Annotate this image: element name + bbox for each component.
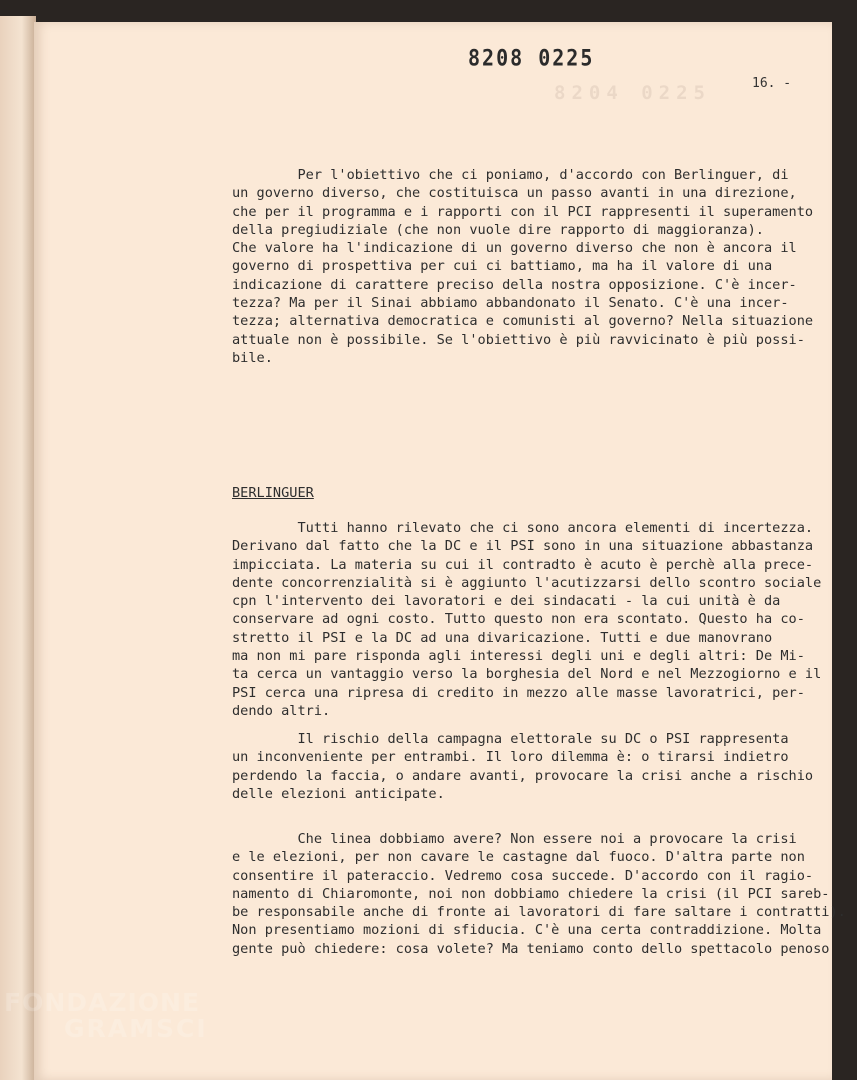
paragraph-3-text: Il rischio della campagna elettorale su DC o PSI rappresenta un inconveniente per entrambi. Il loro dilemma è: o tirarsi indietro perdendo la faccia, o andare avanti, provocare la crisi anche a rischio delle elezioni anticipate. bbox=[232, 731, 814, 802]
bleed-through-stamp: 8204 0225 bbox=[554, 82, 711, 104]
speaker-heading: BERLINGUER bbox=[232, 485, 314, 501]
watermark-line-1: FONDAZIONE bbox=[4, 988, 201, 1017]
paragraph-1 bbox=[232, 166, 832, 367]
paragraph-2-text: Tutti hanno rilevato che ci sono ancora elementi di incertezza. Derivano dal fatto che la DC e il PSI sono in una situazione abbastanza impicciata. La materia su cui il contradto è acuto è perchè alla prece- dente concorrenzialità si è aggiunto l'acutizzarsi dello scontro sociale cpn l'intervento dei lavoratori e dei sindacati - la cui unità è da conservare ad ogni costo. Tutto questo non era scontato. Questo ha co- stretto il PSI e la DC ad una divaricazione. Tutti e due manovrano ma non mi pare risponda agli interessi degli uni e degli altri: De Mi- ta cerca un vantaggio verso la borghesia del Nord e nel Mezzogiorno e il PSI cerca una ripresa di credito in mezzo alle masse lavoratrici, per- dendo altri. bbox=[232, 520, 822, 719]
watermark-line-2: GRAMSCI bbox=[64, 1014, 208, 1043]
facing-page-edge bbox=[0, 16, 36, 1080]
document-page bbox=[34, 22, 846, 1080]
paragraph-1-text: Per l'obiettivo che ci poniamo, d'accordo con Berlinguer, di un governo diverso, che costituisca un passo avanti in una direzione, che per il programma e i rapporti con il PCI rappresenti il superamento della pregiudiziale (che non vuole dire rapporto di maggioranza). Che valore ha l'indicazione di un governo diverso che non è ancora il governo di prospettiva per cui ci battiamo, ma ha il valore di una indicazione di carattere preciso della nostra opposizione. C'è incer- tezza? Ma per il Sinai abbiamo abbandonato il Senato. C'è una incer- tezza; alternativa democratica e comunisti al governo? Nella situazione attuale non è possibile. Se l'obiettivo è più ravvicinato è più possi- bile. bbox=[232, 167, 814, 366]
paragraph-4-text: Che linea dobbiamo avere? Non essere noi a provocare la crisi e le elezioni, per non cavare le castagne dal fuoco. D'altra parte non consentire il pateraccio. Vedremo cosa succede. D'accordo con il ragio- namento di Chiaromonte, noi non dobbiamo chiedere la crisi (il PCI sareb- be responsabile anche di fronte ai lavoratori di fare saltare i contratti). Non presentiamo mozioni di sfiducia. C'è una certa contraddizione. Molta gente può chiedere: cosa volete? Ma teniamo conto dello spettacolo penoso bbox=[232, 831, 846, 957]
paragraph-3 bbox=[232, 730, 832, 803]
paragraph-4 bbox=[232, 830, 846, 958]
archive-stamp: 8208 0225 bbox=[468, 44, 595, 72]
fondazione-gramsci-watermark bbox=[4, 990, 208, 1042]
page-number: 16. - bbox=[752, 76, 792, 91]
paragraph-2 bbox=[232, 519, 832, 720]
